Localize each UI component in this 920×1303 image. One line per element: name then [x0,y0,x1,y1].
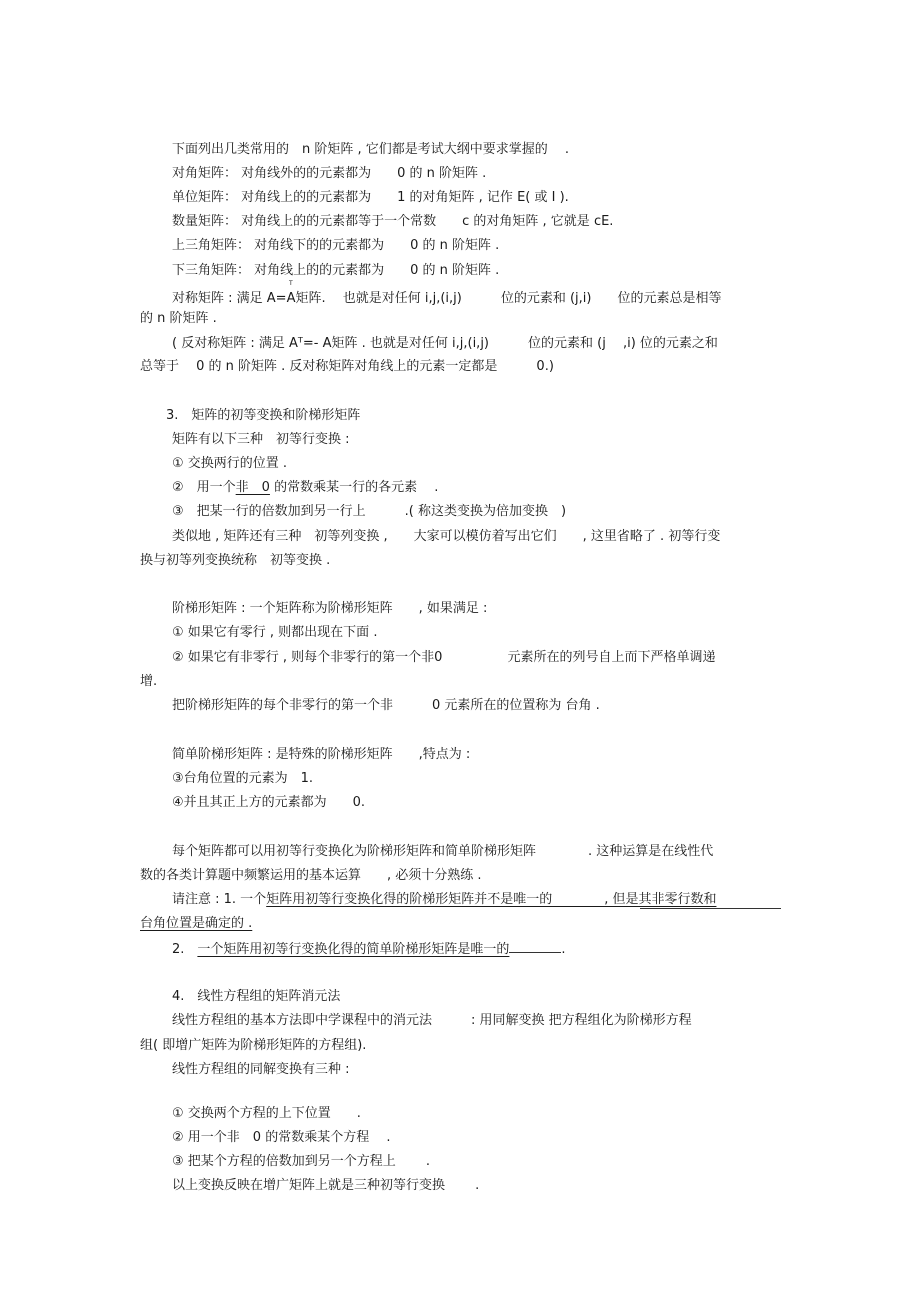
every-matrix-line1: 每个矩阵都可以用初等行变换化为阶梯形矩阵和简单阶梯形矩阵 . 这种运算是在线性代 [172,844,714,859]
pivot-definition: 把阶梯形矩阵的每个非零行的第一个非 0 元素所在的位置称为 台角 . [172,698,600,713]
echelon-condition-2-line2: 增. [140,674,158,689]
transpose-superscript: T [289,280,293,287]
row-op-2-nonzero: 非 0 [235,480,270,495]
note-2 [172,940,566,959]
reduced-echelon-definition: 简单阶梯形矩阵 : 是特殊的阶梯形矩阵 ,特点为 : [172,747,471,762]
column-ops-line2: 换与初等列变换统称 初等变换 . [140,553,331,568]
note-2-underline-tail [509,940,561,953]
scalar-matrix-def: 数量矩阵： 对角线上的的元素都等于一个常数 c 的对角矩阵 , 它就是 cE. [172,214,614,229]
row-op-2 [172,479,438,497]
every-matrix-line2: 数的各类计算题中频繁运用的基本运算 , 必须十分熟练 . [140,868,482,883]
note-1-line2-text: 台角位置是确定的 . [140,916,253,931]
row-op-2-prefix: ② 用一个 [172,480,236,495]
equation-transform-1: ① 交换两个方程的上下位置 . [172,1106,361,1121]
note-1-line2 [140,915,252,933]
diagonal-matrix-def: 对角矩阵： 对角线外的的元素都为 0 的 n 阶矩阵 . [172,166,487,181]
note-1-line1 [172,891,716,909]
reduced-condition-3: ③台角位置的元素为 1. [172,771,314,786]
intro-line: 下面列出几类常用的 n 阶矩阵 , 它们都是考试大纲中要求掌握的 . [172,142,570,157]
antisymmetric-def-line1: ( 反对称矩阵 : 满足 Aᵀ=- A矩阵 . 也就是对任何 i,j,(i,j) 位的元素和 (j ,i) 位的元素之和 [172,336,718,351]
echelon-condition-1: ① 如果它有零行 , 则都出现在下面 . [172,625,378,640]
identity-matrix-def: 单位矩阵： 对角线上的的元素都为 1 的对角矩阵 , 记作 E( 或 I ). [172,190,569,205]
antisymmetric-def-line2: 总等于 0 的 n 阶矩阵 . 反对称矩阵对角线上的元素一定都是 0.) [140,359,554,374]
symmetric-def-line2: 的 n 阶矩阵 . [140,311,217,326]
summary-line: 以上变换反映在增广矩阵上就是三种初等行变换 . [172,1178,480,1193]
echelon-condition-2-line1: ② 如果它有非零行 , 则每个非零行的第一个非0 元素所在的列号自上而下严格单调递 [172,650,716,665]
equation-transform-2: ② 用一个非 0 的常数乘某个方程 . [172,1130,391,1145]
equation-transform-3: ③ 把某个方程的倍数加到另一个方程上 . [172,1154,431,1169]
section-4-heading: 4. 线性方程组的矩阵消元法 [172,989,341,1004]
row-op-2-suffix: 的常数乘某一行的各元素 . [269,480,439,495]
note-2-period: . [561,942,566,957]
column-ops-line1: 类似地 , 矩阵还有三种 初等列变换 , 大家可以模仿着写出它们 , 这里省略了 . 初等行变 [172,529,721,544]
row-op-3: ③ 把某一行的倍数加到另一行上 .( 称这类变换为倍加变换 ) [172,504,567,519]
elimination-line1: 线性方程组的基本方法即中学课程中的消元法 : 用同解变换 把方程组化为阶梯形方程 [172,1013,692,1028]
row-op-1: ① 交换两行的位置 . [172,456,288,471]
note-1-underline-tail [640,908,781,909]
symmetric-def-line1: 对称矩阵 : 满足 A=A矩阵. 也就是对任何 i,j,(i,j) 位的元素和 (j,i) 位的元素总是相等 [172,291,722,306]
upper-triangular-def: 上三角矩阵： 对角线下的的元素都为 0 的 n 阶矩阵 . [172,238,500,253]
note-1-prefix: 请注意 : 1. 一个 [172,892,267,907]
note-1-underlined: 矩阵用初等行变换化得的阶梯形矩阵并不是唯一的 , 但是其非零行数和 [266,892,717,907]
row-ops-intro: 矩阵有以下三种 初等行变换 : [172,432,350,447]
section-3-heading: 3. 矩阵的初等变换和阶梯形矩阵 [166,408,361,423]
elimination-line2: 组( 即增广矩阵为阶梯形矩阵的方程组). [140,1038,367,1053]
equivalent-transforms-intro: 线性方程组的同解变换有三种 : [172,1062,350,1077]
lower-triangular-def: 下三角矩阵： 对角线上的的元素都为 0 的 n 阶矩阵 . [172,263,500,278]
note-2-underlined: 一个矩阵用初等行变换化得的简单阶梯形矩阵是唯一的 [197,942,510,957]
reduced-condition-4: ④并且其正上方的元素都为 0. [172,795,366,810]
note-2-prefix: 2. [172,942,198,957]
echelon-definition: 阶梯形矩阵 : 一个矩阵称为阶梯形矩阵 , 如果满足 : [172,601,488,616]
